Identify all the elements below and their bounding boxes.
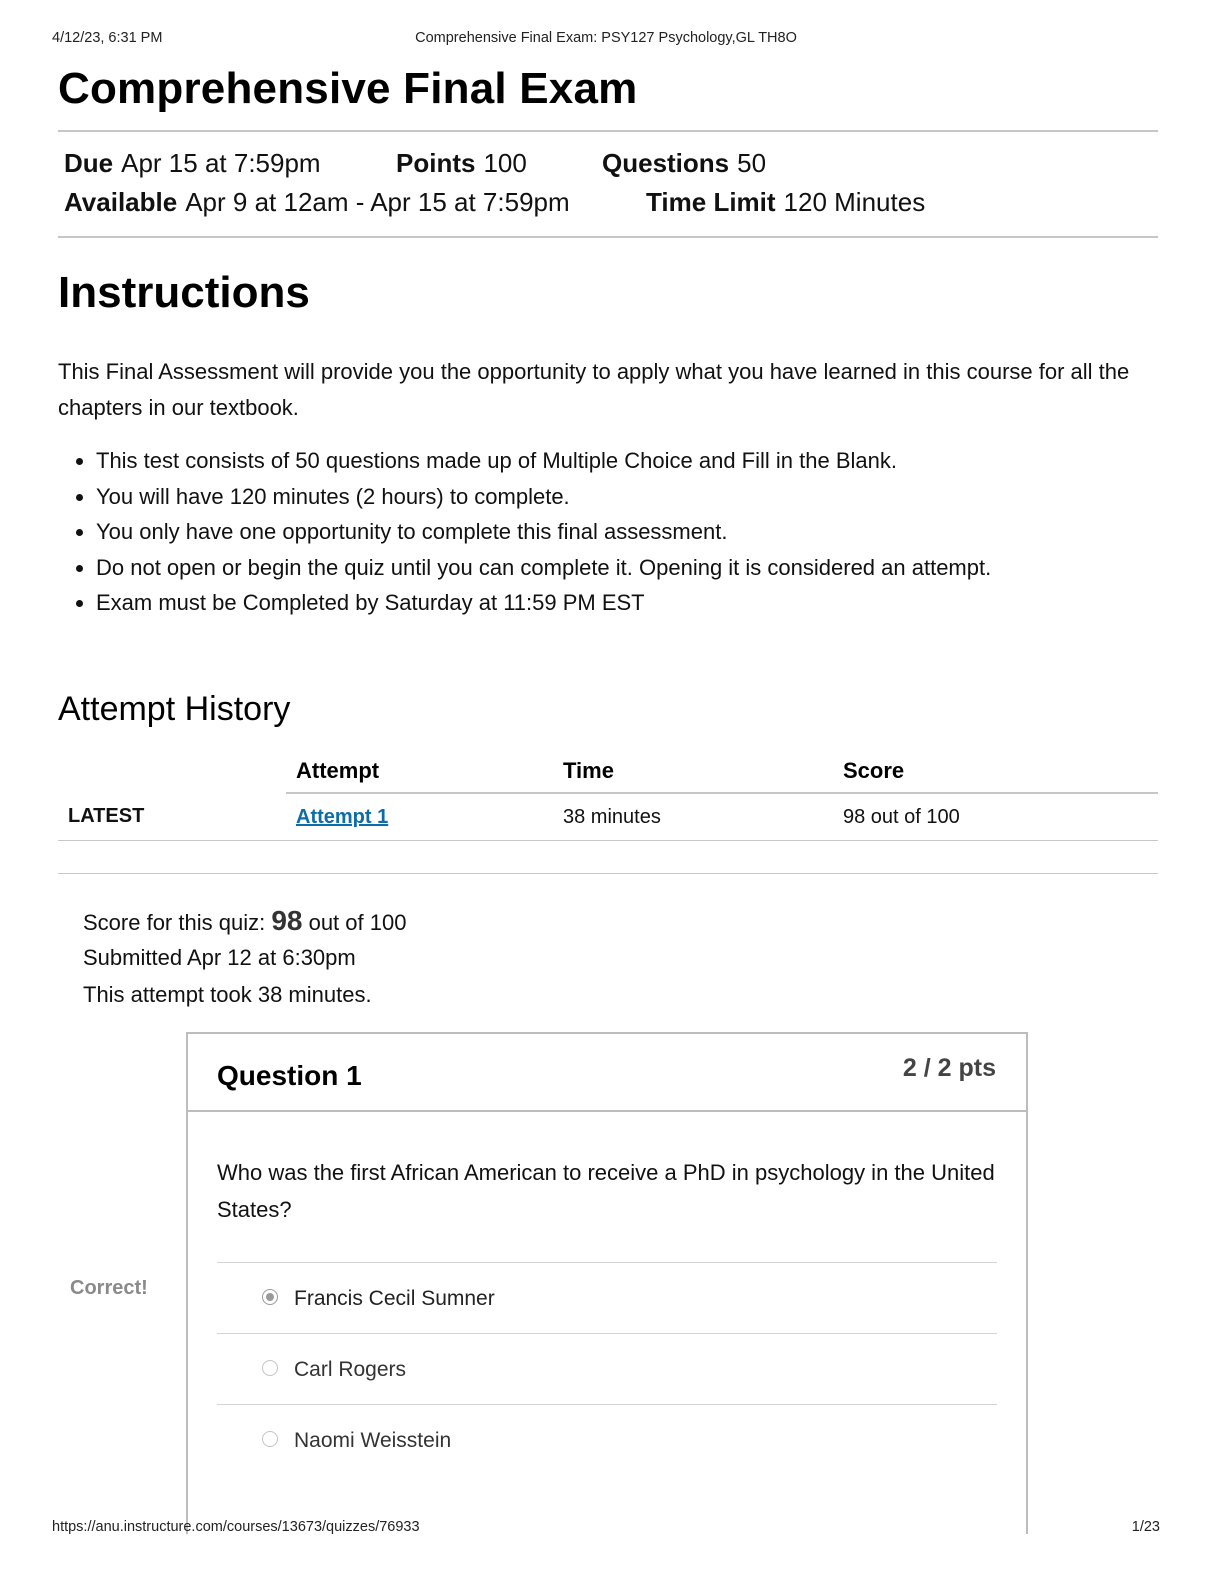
question-card [186,1032,1028,1534]
answer-label: Naomi Weisstein [294,1429,452,1452]
correct-flag: Correct! [58,1266,200,1310]
instructions-intro: This Final Assessment will provide you the opportunity to apply what you have learned in this course for all the chapters in our textbook. [58,359,1130,420]
exam-points [396,148,527,179]
answer-option[interactable] [217,1333,997,1404]
score-cell: 98 out of 100 [833,793,1158,841]
attempt-history-table [58,750,1158,841]
available-value: Apr 9 at 12am - Apr 15 at 7:59pm [185,187,570,217]
exam-questions [602,148,766,179]
list-item: • Exam must be Completed by Saturday at 11:59 PM EST [96,585,991,621]
questions-value: 50 [737,148,767,178]
time-cell: 38 minutes [553,793,833,841]
answer-label: Francis Cecil Sumner [294,1287,495,1310]
latest-tag: LATEST [58,793,286,841]
question-points: 2 / 2 pts [902,1054,996,1082]
attempt-1-link[interactable]: Attempt 1 [296,805,389,828]
question-name: Question 1 [217,1060,362,1091]
radio-icon[interactable] [262,1360,278,1376]
answer-option[interactable] [217,1404,997,1475]
time-limit-value: 120 Minutes [783,187,926,217]
score-value: 98 [271,905,303,936]
questions-label: Questions [602,148,730,178]
divider [58,130,1158,132]
instructions-list [58,443,991,621]
score-prefix: Score for this quiz: [83,910,272,935]
submitted-line: Submitted Apr 12 at 6:30pm [83,945,356,970]
score-line [83,902,406,939]
radio-selected-icon[interactable] [262,1289,278,1305]
answer-option[interactable] [217,1262,997,1333]
time-limit-label: Time Limit [646,187,776,217]
print-page-number: 1/23 [1131,1519,1160,1535]
exam-available [64,187,570,218]
print-datetime: 4/12/23, 6:31 PM [52,30,163,46]
quiz-result [83,902,406,1013]
due-value: Apr 15 at 7:59pm [121,148,321,178]
answer-list [217,1262,997,1475]
radio-icon[interactable] [262,1431,278,1447]
column-header-blank [58,750,286,793]
column-header-time: Time [553,750,833,793]
column-header-attempt: Attempt [286,750,553,793]
list-item: • This test consists of 50 questions made up of Multiple Choice and Fill in the Blank. [96,443,991,479]
print-footer [52,1519,1160,1537]
print-page-title: Comprehensive Final Exam: PSY127 Psychology,GL TH8O [415,30,797,46]
points-label: Points [396,148,476,178]
due-label: Due [64,148,114,178]
list-item: • You only have one opportunity to complete this final assessment. [96,514,991,550]
score-suffix: out of 100 [302,910,407,935]
exam-due [64,148,321,179]
divider [58,873,1158,874]
column-header-score: Score [833,750,1158,793]
exam-title: Comprehensive Final Exam [58,64,638,113]
available-label: Available [64,187,178,217]
duration-line: This attempt took 38 minutes. [83,982,372,1007]
points-value: 100 [483,148,527,178]
divider [58,236,1158,238]
attempt-history-heading: Attempt History [58,690,291,728]
list-item: • You will have 120 minutes (2 hours) to complete. [96,479,991,515]
print-header [52,30,1160,48]
table-row [58,793,1158,841]
print-url: https://anu.instructure.com/courses/13673/quizzes/76933 [52,1519,420,1535]
attempt-cell [286,793,553,841]
question-text: Who was the first African American to receive a PhD in psychology in the United States? [217,1160,995,1222]
question-header [188,1034,1026,1112]
table-header-row [58,750,1158,793]
exam-time-limit [646,187,925,218]
answer-label: Carl Rogers [294,1358,407,1381]
instructions-heading: Instructions [58,268,310,317]
list-item: • Do not open or begin the quiz until you can complete it. Opening it is considered an attempt. [96,550,991,586]
